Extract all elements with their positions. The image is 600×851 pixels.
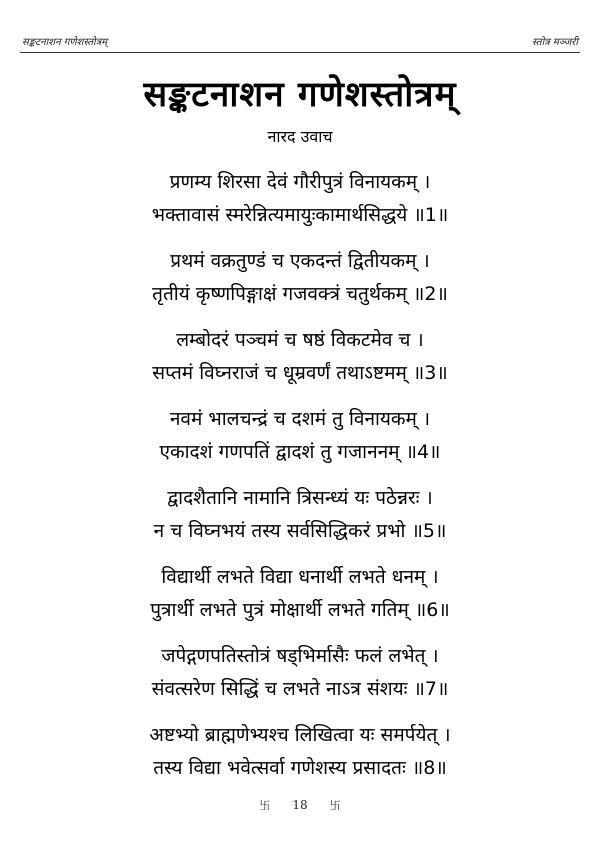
verse-line: भक्तावासं स्मरेन्नित्यमायुःकामार्थसिद्धये ॥1॥ <box>151 204 449 226</box>
verse-line: प्रणम्य शिरसा देवं गौरीपुत्रं विनायकम् । <box>169 171 431 193</box>
verse-6 <box>0 561 600 640</box>
verse-2 <box>0 245 600 324</box>
verse-line: तस्य विद्या भवेत्सर्वा गणेशस्य प्रसादतः ॥8॥ <box>153 757 447 779</box>
verse-line: न च विघ्नभयं तस्य सर्वसिद्धिकरं प्रभो ॥5॥ <box>153 520 447 542</box>
verse-1 <box>0 166 600 245</box>
running-head-right: स्तोत्र मञ्जरी <box>532 37 578 48</box>
verse-list <box>0 166 600 798</box>
verse-line: सप्तमं विघ्नराजं च धूम्रवर्णं तथाऽष्टमम् ॥3॥ <box>152 362 448 384</box>
verse-line: जपेद्गणपतिस्तोत्रं षड्भिर्मासैः फलं लभेत् । <box>161 645 439 667</box>
verse-line: लम्बोदरं पञ्चमं च षष्ठं विकटमेव च । <box>176 329 424 351</box>
verse-line: संवत्सरेण सिद्धिं च लभते नाऽत्र संशयः ॥7॥ <box>151 678 449 700</box>
verse-line: अष्टभ्यो ब्राह्मणेभ्यश्च लिखित्वा यः समर्पयेत् । <box>149 724 451 746</box>
verse-line: विद्यार्थी लभते विद्या धनार्थी लभते धनम् । <box>161 566 439 588</box>
swastika-icon: 卐 <box>329 799 341 812</box>
verse-7 <box>0 640 600 719</box>
verse-line: पुत्रार्थी लभते पुत्रं मोक्षार्थी लभते गतिम् ॥6॥ <box>150 599 450 621</box>
running-head-left: सङ्कटनाशन गणेशस्तोत्रम् <box>22 37 108 48</box>
verse-line: द्वादशैतानि नामानि त्रिसन्ध्यं यः पठेन्नरः । <box>167 487 433 509</box>
verse-5 <box>0 482 600 561</box>
verse-line: तृतीयं कृष्णपिङ्गाक्षं गजवक्त्रं चतुर्थकम् ॥2॥ <box>152 283 448 305</box>
verse-line: एकादशं गणपतिं द्वादशं तु गजाननम् ॥4॥ <box>159 441 441 463</box>
page-footer <box>0 797 600 813</box>
speaker-heading: नारद उवाच <box>267 127 333 146</box>
page-title: सङ्कटनाशन गणेशस्तोत्रम् <box>143 75 457 115</box>
verse-3 <box>0 324 600 403</box>
verse-4 <box>0 403 600 482</box>
verse-line: प्रथमं वक्रतुण्डं च एकदन्तं द्वितीयकम् । <box>170 250 430 272</box>
running-head <box>22 34 578 48</box>
header-rule <box>20 52 580 53</box>
swastika-icon: 卐 <box>259 799 271 812</box>
verse-line: नवमं भालचन्द्रं च दशमं तु विनायकम् । <box>169 408 431 430</box>
page-number: 18 <box>292 798 308 812</box>
verse-8 <box>0 719 600 798</box>
